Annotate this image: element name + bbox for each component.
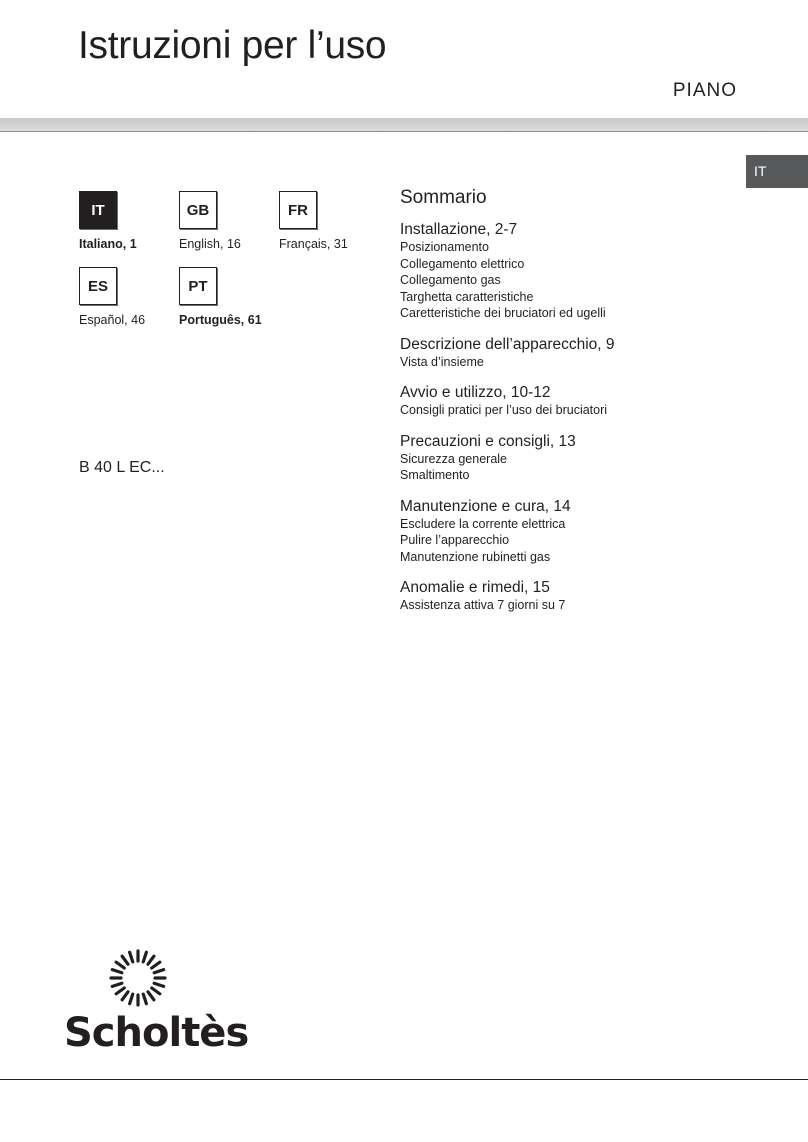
toc-item[interactable]: Pulire l’apparecchio <box>400 533 510 547</box>
language-selector <box>79 191 379 341</box>
toc-section <box>400 433 740 484</box>
toc-heading[interactable]: Manutenzione e cura, 14 <box>400 497 571 515</box>
brand-name: Scholtès <box>64 1010 249 1056</box>
model-number: B 40 L EC... <box>79 459 165 476</box>
brand-logo <box>64 948 249 1058</box>
toc-item[interactable]: Collegamento elettrico <box>400 256 525 271</box>
toc-item[interactable]: Posizionamento <box>400 240 489 254</box>
toc-item[interactable]: Collegamento gas <box>400 273 501 287</box>
language-code-box: FR <box>279 191 317 229</box>
toc-heading[interactable]: Descrizione dell’apparecchio, 9 <box>400 335 615 353</box>
toc-section <box>400 336 740 371</box>
toc-heading[interactable]: Precauzioni e consigli, 13 <box>400 432 576 450</box>
language-tab: IT <box>746 155 808 188</box>
toc-item[interactable]: Targhetta caratteristiche <box>400 289 534 304</box>
toc-section <box>400 384 740 419</box>
toc-section <box>400 498 740 566</box>
language-option-gb[interactable] <box>179 191 241 251</box>
toc-heading[interactable]: Anomalie e rimedi, 15 <box>400 579 550 596</box>
toc-heading[interactable]: Avvio e utilizzo, 10-12 <box>400 384 551 401</box>
language-option-es[interactable] <box>79 267 145 327</box>
toc-item[interactable]: Assistenza attiva 7 giorni su 7 <box>400 598 566 612</box>
table-of-contents <box>400 187 740 628</box>
toc-item[interactable]: Smaltimento <box>400 468 470 482</box>
language-label: Français, 31 <box>279 237 348 251</box>
toc-item[interactable]: Sicurezza generale <box>400 451 508 466</box>
language-option-it[interactable] <box>79 191 137 251</box>
toc-item[interactable]: Consigli pratici per l’uso dei bruciatori <box>400 403 608 417</box>
toc-section <box>400 221 740 322</box>
toc-section <box>400 579 740 614</box>
footer-rule <box>0 1079 808 1080</box>
language-label: Español, 46 <box>79 313 146 327</box>
toc-heading[interactable]: Installazione, 2-7 <box>400 221 518 238</box>
sun-burst-icon <box>108 948 168 1008</box>
page-title: Istruzioni per l’uso <box>78 24 387 67</box>
header-band <box>0 118 808 132</box>
language-label: Português, 61 <box>179 313 262 327</box>
toc-item[interactable]: Vista d’insieme <box>400 354 484 369</box>
language-option-pt[interactable] <box>179 267 262 327</box>
toc-item[interactable]: Caretteristiche dei bruciatori ed ugelli <box>400 306 606 320</box>
language-option-fr[interactable] <box>279 191 348 251</box>
language-label: Italiano, 1 <box>79 237 137 251</box>
toc-item[interactable]: Manutenzione rubinetti gas <box>400 549 551 564</box>
language-code-box: IT <box>79 191 117 229</box>
language-code-box: ES <box>79 267 117 305</box>
product-type: PIANO <box>672 80 737 101</box>
toc-item[interactable]: Escludere la corrente elettrica <box>400 516 566 531</box>
language-code-box: GB <box>179 191 217 229</box>
toc-title: Sommario <box>400 187 487 208</box>
language-label: English, 16 <box>179 237 241 251</box>
language-code-box: PT <box>179 267 217 305</box>
